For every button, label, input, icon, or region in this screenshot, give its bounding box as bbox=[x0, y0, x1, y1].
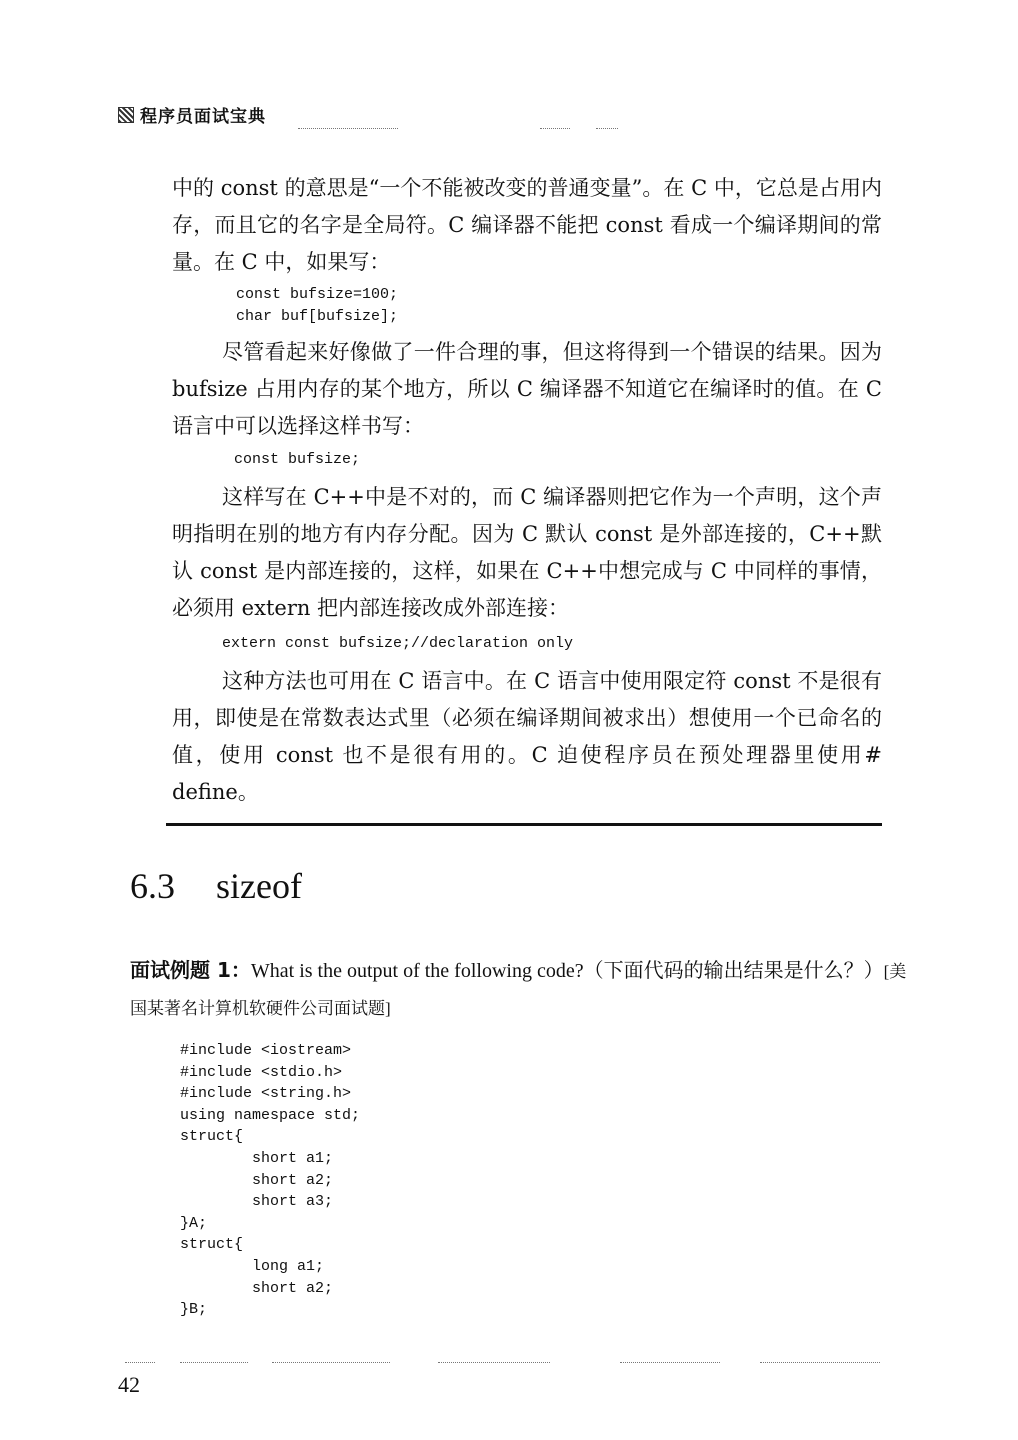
footer-dotted-rule bbox=[438, 1362, 550, 1363]
note-paragraph-4: 这种方法也可用在 C 语言中。在 C 语言中使用限定符 const 不是很有用，即使是在常数表达式里（必须在编译期间被求出）想使用一个已命名的值，使用 const 也不是很有用的。C 迫使程序员在预处理器里使用# define。 bbox=[172, 669, 882, 804]
code-snippet-extern: extern const bufsize;//declaration only bbox=[222, 635, 574, 652]
header-dotted-rule bbox=[596, 128, 618, 129]
question-source: [美国某著名计算机软硬件公司面试题] bbox=[130, 962, 907, 1018]
note-bottom-rule bbox=[166, 823, 882, 826]
code-snippet-bufsize: const bufsize=100; char buf[bufsize]; bbox=[236, 286, 399, 325]
book-title: 程序员面试宝典 bbox=[140, 107, 266, 127]
footer-dotted-rule bbox=[272, 1362, 390, 1363]
question-label: 面试例题 1： bbox=[130, 958, 251, 982]
code-snippet-const-declaration: const bufsize; bbox=[234, 451, 361, 468]
header-dotted-rule bbox=[298, 128, 398, 129]
footer-dotted-rule bbox=[125, 1362, 155, 1363]
section-heading bbox=[130, 862, 302, 910]
interview-question bbox=[130, 952, 920, 1027]
section-title-text: sizeof bbox=[216, 866, 302, 906]
footer-dotted-rule bbox=[180, 1362, 248, 1363]
note-paragraph-2: 尽管看起来好像做了一件合理的事，但这将得到一个错误的结果。因为 bufsize 占用内存的某个地方，所以 C 编译器不知道它在编译时的值。在 C 语言中可以选择这样书写： bbox=[172, 340, 882, 438]
footer-dotted-rule bbox=[760, 1362, 880, 1363]
note-box bbox=[172, 170, 882, 811]
header-dotted-rule bbox=[540, 128, 570, 129]
footer-dotted-rule bbox=[620, 1362, 720, 1363]
running-header bbox=[118, 102, 266, 127]
code-listing: #include <iostream> #include <stdio.h> #include <string.h> using namespace std; struct{ short a1; short a2; short a3; }A; struct{ long a1; short a2; }B; bbox=[180, 1042, 361, 1319]
note-paragraph-1: 中的 const 的意思是“一个不能被改变的普通变量”。在 C 中，它总是占用内存，而且它的名字是全局符。C 编译器不能把 const 看成一个编译期间的常量。在 C 中，如果写： bbox=[172, 176, 882, 274]
question-text: What is the output of the following code?（下面代码的输出结果是什么？） bbox=[250, 960, 884, 982]
page-number: 42 bbox=[118, 1372, 140, 1397]
book-logo-icon bbox=[118, 107, 134, 123]
note-paragraph-3: 这样写在 C++中是不对的，而 C 编译器则把它作为一个声明，这个声明指明在别的地方有内存分配。因为 C 默认 const 是外部连接的，C++默认 const 是内部连接的，这样，如果在 C++中想完成与 C 中同样的事情，必须用 extern 把内部连接改成外部连接： bbox=[172, 485, 882, 620]
section-number: 6.3 bbox=[130, 866, 175, 906]
